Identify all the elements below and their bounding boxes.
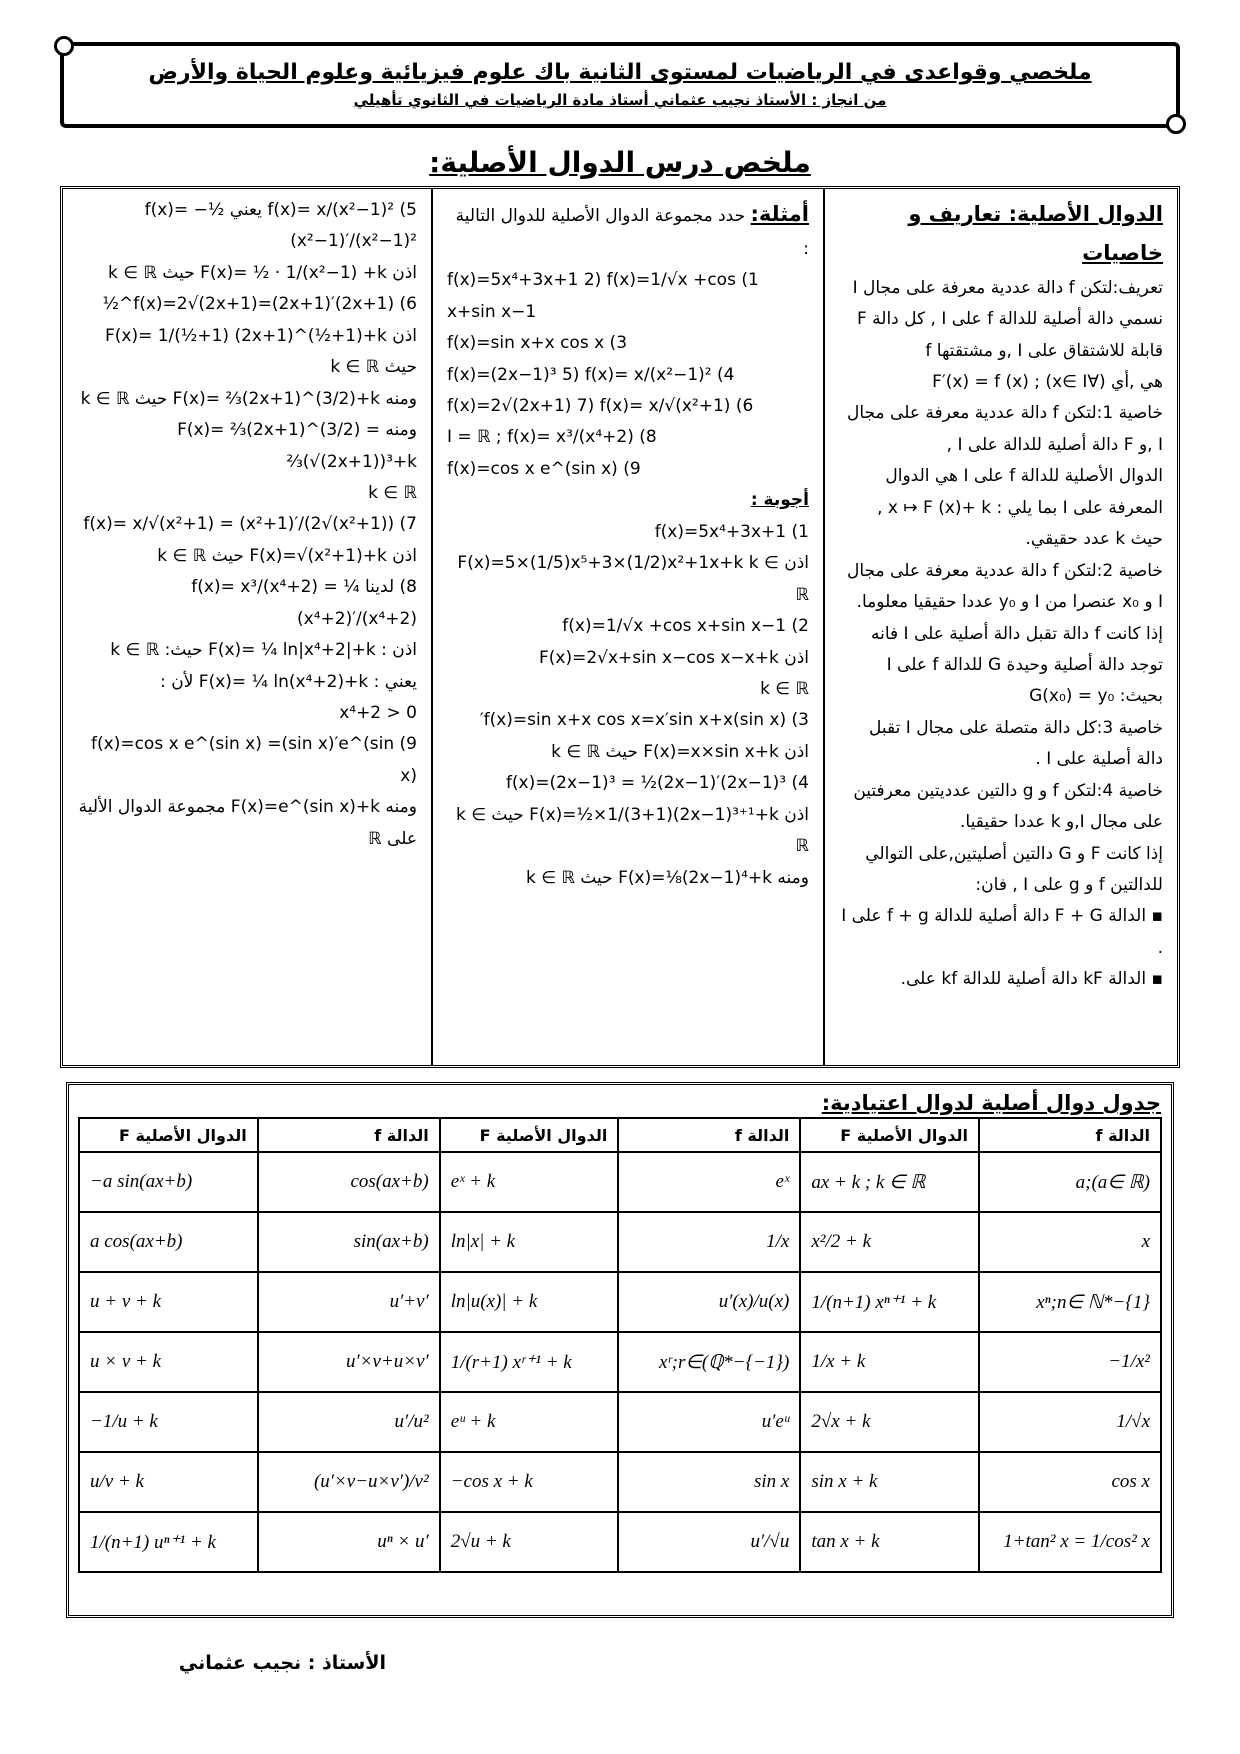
column-header: الدالة f (979, 1118, 1161, 1152)
table-header-row (79, 1118, 1161, 1152)
column-header: الدالة f (258, 1118, 440, 1152)
answer-line: اذن F(x)=½×1/(3+1)(2x−1)³⁺¹+k حيث k ∈ ℝ (455, 804, 809, 857)
function-cell: x (979, 1212, 1161, 1272)
lesson-columns (60, 186, 1180, 1068)
examples-heading: أمثلة: (750, 202, 809, 226)
primitive-cell: eᵘ + k (440, 1392, 619, 1452)
primitive-cell: u × v + k (79, 1332, 258, 1392)
function-cell: u′×v+u×v′ (258, 1332, 440, 1392)
example-item: 9) f(x)=cos x e^(sin x) (447, 458, 641, 479)
property-line: خاصية 4:لتكن f و g دالتين عدديتين معرفتين على مجال I,و k عددا حقيقيا. (853, 780, 1163, 833)
header-banner (60, 42, 1180, 128)
column-header: الدالة f (618, 1118, 800, 1152)
function-cell: u′eᵘ (618, 1392, 800, 1452)
primitive-cell: 2√u + k (440, 1512, 619, 1572)
function-cell: uⁿ × u′ (258, 1512, 440, 1572)
function-cell: 1/x (618, 1212, 800, 1272)
table-title: جدول دوال أصلية لدوال اعتيادية: (821, 1091, 1161, 1115)
answers-heading: أجوبة : (750, 490, 809, 511)
function-cell: xʳ;r∈(ℚ*−{−1}) (618, 1332, 800, 1392)
function-cell: cos(ax+b) (258, 1152, 440, 1212)
primitive-cell: sin x + k (800, 1452, 979, 1512)
function-cell: (u′×v−u×v′)/v² (258, 1452, 440, 1512)
solution-line: 6) f(x)=2√(2x+1)=(2x+1)′(2x+1)^½ (102, 294, 417, 315)
definitions-heading: الدوال الأصلية: تعاريف و خاصيات (908, 202, 1163, 265)
function-cell: sin x (618, 1452, 800, 1512)
example-item: 4) f(x)=(2x−1)³ 5) f(x)= x/(x²−1)² (447, 364, 735, 385)
answer-line: اذن F(x)=x×sin x+k حيث k ∈ ℝ (551, 741, 809, 762)
primitive-cell: 1/(r+1) xʳ⁺¹ + k (440, 1332, 619, 1392)
primitive-cell: ln|x| + k (440, 1212, 619, 1272)
example-item: 3) f(x)=sin x+x cos x (447, 333, 628, 354)
column-header: الدوال الأصلية F (440, 1118, 619, 1152)
example-item: 1) f(x)=5x⁴+3x+1 2) f(x)=1/√x +cos x+sin x−1 (447, 270, 759, 322)
solution-line: اذن : F(x)= ¼ ln|x⁴+2|+k حيث: k ∈ ℝ (110, 640, 417, 661)
table-row (79, 1272, 1161, 1332)
property-line: إذا كانت F و G دالتين أصليتين,على التوالي للدالتين f و g على I , فان: (865, 843, 1163, 895)
solution-line: ومنه F(x)=e^(sin x)+k مجموعة الدوال الألية على ℝ (78, 797, 417, 849)
primitive-cell: tan x + k (800, 1512, 979, 1572)
table-row (79, 1332, 1161, 1392)
primitive-cell: a cos(ax+b) (79, 1212, 258, 1272)
example-item: 6) f(x)=2√(2x+1) 7) f(x)= x/√(x²+1) (447, 396, 754, 417)
function-cell: 1/√x (979, 1392, 1161, 1452)
table-row (79, 1392, 1161, 1452)
header-subtitle: من انجاز : الأستاذ نجيب عثماني أستاذ مادة الرياضيات في الثانوي تأهيلي (353, 91, 887, 109)
solution-line: x⁴+2 > 0 (339, 703, 417, 723)
property-line: الدوال الأصلية للدالة f على I هي الدوال المعرفة على I بما يلي : x ↦ F (x)+ k , (877, 466, 1163, 518)
primitive-cell: −a sin(ax+b) (79, 1152, 258, 1212)
property-line: خاصية 3:كل دالة متصلة على مجال I تقبل دالة أصلية على I . (869, 717, 1163, 770)
property-line: بحيث: G(x₀) = y₀ (1029, 686, 1163, 707)
property-line: إذا كانت f دالة تقبل دالة أصلية على I فانه توجد دالة أصلية وحيدة G للدالة f على I (870, 623, 1163, 675)
primitive-cell: 1/x + k (800, 1332, 979, 1392)
property-line: ▪ الدالة kF دالة أصلية للدالة kf على. (900, 969, 1163, 990)
table-row (79, 1152, 1161, 1212)
solution-line: اذن F(x)= ½ · 1/(x²−1) +k حيث k ∈ ℝ (108, 262, 417, 283)
answer-line: 4) f(x)=(2x−1)³ = ½(2x−1)′(2x−1)³ (505, 773, 809, 794)
column-header: الدوال الأصلية F (79, 1118, 258, 1152)
solution-line: اذن F(x)=√(x²+1)+k حيث k ∈ ℝ (157, 545, 417, 566)
solution-line: 8) لدينا f(x)= x³/(x⁴+2) = ¼ (x⁴+2)′/(x⁴+2) (191, 577, 417, 629)
example-item: 8) I = ℝ ; f(x)= x³/(x⁴+2) (447, 427, 657, 448)
column-header: الدوال الأصلية F (800, 1118, 979, 1152)
primitive-cell: −1/u + k (79, 1392, 258, 1452)
solution-line: k ∈ ℝ (368, 482, 417, 503)
primitives-table (78, 1117, 1162, 1573)
function-cell: 1+tan² x = 1/cos² x (979, 1512, 1161, 1572)
function-cell: cos x (979, 1452, 1161, 1512)
solution-line: يعني : F(x)= ¼ ln(x⁴+2)+k لأن : (160, 671, 417, 692)
property-line: خاصية 1:لتكن f دالة عددية معرفة على مجال I ,و F دالة أصلية للدالة على I , (847, 403, 1163, 455)
primitive-cell: 1/(n+1) xⁿ⁺¹ + k (800, 1272, 979, 1332)
answer-line: 1) f(x)=5x⁴+3x+1 (654, 521, 809, 542)
primitive-cell: u/v + k (79, 1452, 258, 1512)
definitions-column (823, 189, 1177, 1065)
primitive-cell: ln|u(x)| + k (440, 1272, 619, 1332)
function-cell: a;(a∈ ℝ) (979, 1152, 1161, 1212)
answer-line: اذن F(x)=5×(1/5)x⁵+3×(1/2)x²+1x+k k ∈ ℝ (457, 553, 809, 605)
examples-intro: حدد مجموعة الدوال الأصلية للدوال التالية : (455, 206, 809, 259)
function-cell: eˣ (618, 1152, 800, 1212)
header-title: ملخصي وقواعدى في الرياضيات لمستوى الثانية باك علوم فيزيائية وعلوم الحياة والأرض (148, 60, 1092, 85)
function-cell: u′+v′ (258, 1272, 440, 1332)
definition-line: نسمي دالة أصلية للدالة f على I , كل دالة F قابلة للاشتقاق على I ,و مشتقتها f (856, 309, 1163, 361)
examples-column (431, 189, 823, 1065)
primitive-cell: ax + k ; k ∈ ℝ (800, 1152, 979, 1212)
answer-line: 3) f(x)=sin x+x cos x=x′sin x+x(sin x)′ (479, 710, 809, 731)
solution-line: ومنه F(x)= ⅔(2x+1)^(3/2) = ⅔(√(2x+1))³+k (177, 420, 417, 472)
answer-line: ومنه F(x)=⅛(2x−1)⁴+k حيث k ∈ ℝ (526, 867, 809, 888)
primitive-cell: 1/(n+1) uⁿ⁺¹ + k (79, 1512, 258, 1572)
definition-line: تعريف:لتكن f دالة عددية معرفة على مجال I (852, 277, 1163, 298)
table-row (79, 1212, 1161, 1272)
primitive-cell: −cos x + k (440, 1452, 619, 1512)
function-cell: xⁿ;n∈ ℕ*−{1} (979, 1272, 1161, 1332)
solution-line: ومنه F(x)= ⅔(2x+1)^(3/2)+k حيث k ∈ ℝ (80, 388, 417, 409)
primitives-table-panel (66, 1082, 1174, 1618)
property-line: حيث k عدد حقيقي. (1025, 529, 1163, 550)
definition-line: هي ,أي (∀x∈ I) ; F′(x) = f (x) (932, 372, 1163, 392)
answer-line: اذن F(x)=2√x+sin x−cos x−x+k (538, 647, 809, 668)
property-line: خاصية 2:لتكن f دالة عددية معرفة على مجال I و x₀ عنصرا من I و y₀ عددا حقيقيا معلوما. (847, 560, 1163, 613)
function-cell: −1/x² (979, 1332, 1161, 1392)
primitive-cell: eˣ + k (440, 1152, 619, 1212)
solution-line: 7) f(x)= x/√(x²+1) = (x²+1)′/(2√(x²+1)) (83, 514, 417, 535)
page-title: ملخص درس الدوال الأصلية: (429, 146, 811, 179)
function-cell: u′(x)/u(x) (618, 1272, 800, 1332)
function-cell: u′/u² (258, 1392, 440, 1452)
answer-line: 2) f(x)=1/√x +cos x+sin x−1 (562, 616, 809, 637)
function-cell: u′/√u (618, 1512, 800, 1572)
solution-line: اذن F(x)= 1/(½+1) (2x+1)^(½+1)+k حيث k ∈ ℝ (104, 325, 417, 378)
function-cell: sin(ax+b) (258, 1212, 440, 1272)
primitive-cell: 2√x + k (800, 1392, 979, 1452)
solutions-column (63, 189, 431, 1065)
primitive-cell: u + v + k (79, 1272, 258, 1332)
property-line: ▪ الدالة F + G دالة أصلية للدالة f + g على I . (841, 906, 1163, 958)
table-row (79, 1452, 1161, 1512)
solution-line: 9) f(x)=cos x e^(sin x) =(sin x)′e^(sin x) (91, 734, 417, 786)
solution-line: 5) f(x)= x/(x²−1)² يعني f(x)= −½ (x²−1)′/(x²−1)² (144, 200, 417, 252)
answer-line: k ∈ ℝ (760, 678, 809, 699)
author-signature: الأستاذ : نجيب عثماني (178, 1652, 386, 1674)
primitive-cell: x²/2 + k (800, 1212, 979, 1272)
table-row (79, 1512, 1161, 1572)
